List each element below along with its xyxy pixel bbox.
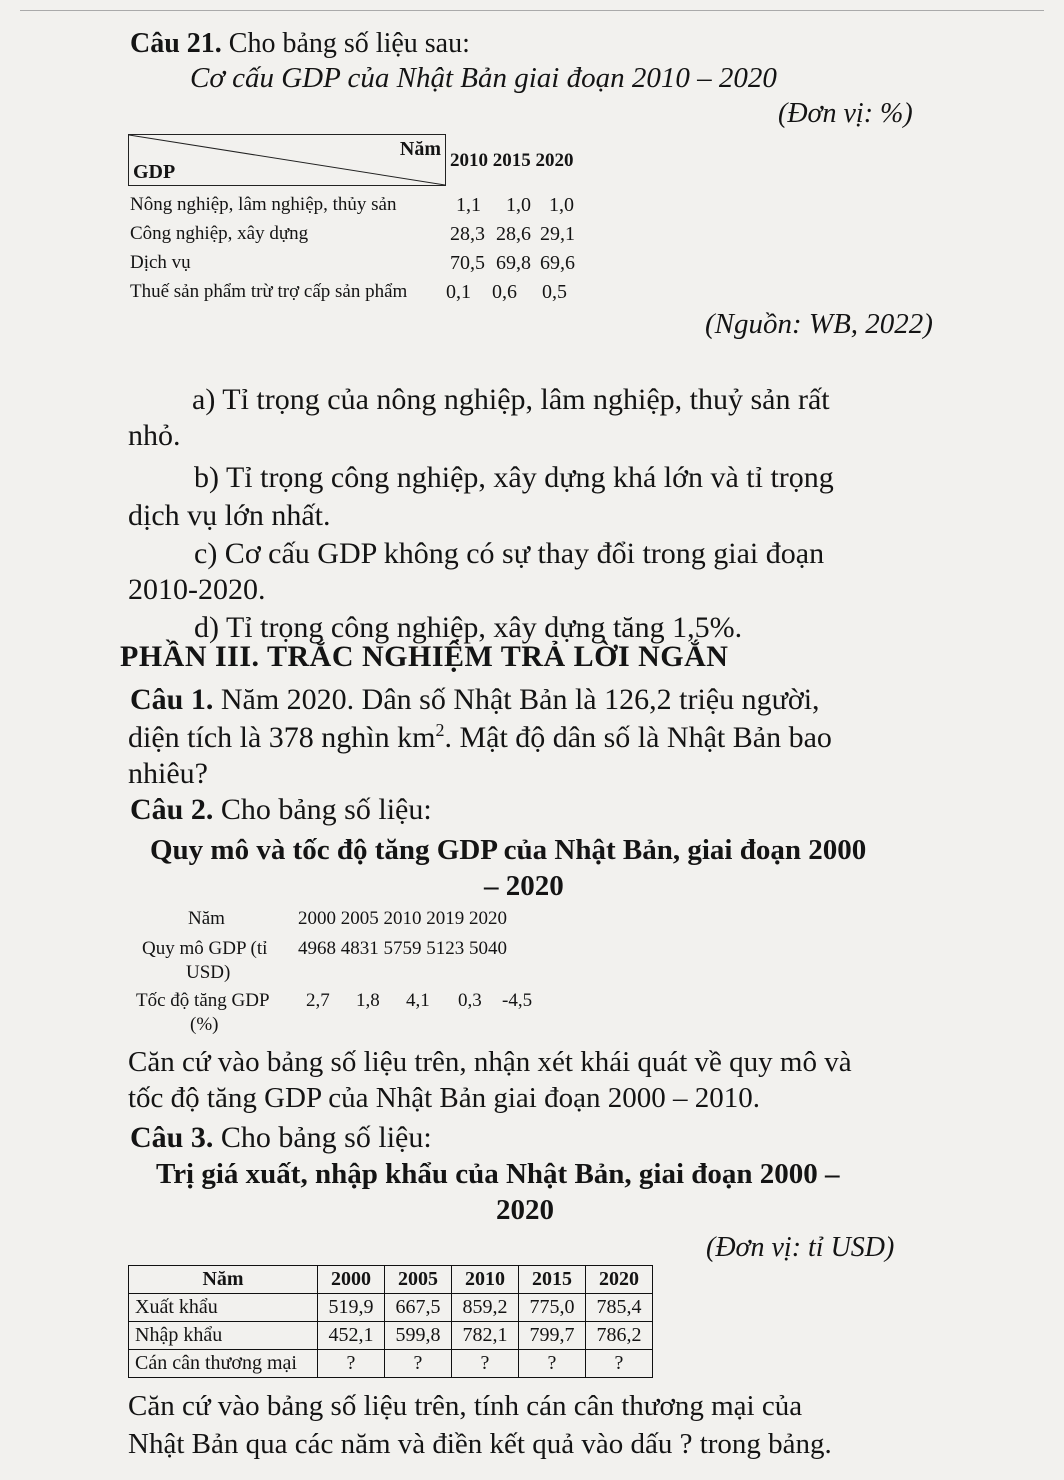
table-row bbox=[129, 1322, 653, 1350]
table-cell: 786,2 bbox=[586, 1322, 653, 1350]
statement-d: d) Tỉ trọng công nghiệp, xây dựng tăng 1,5%. bbox=[194, 611, 743, 644]
answer-blank[interactable]: ? bbox=[452, 1350, 519, 1378]
table-cell: 782,1 bbox=[452, 1322, 519, 1350]
table-cell: 667,5 bbox=[385, 1294, 452, 1322]
row-label: Cán cân thương mại bbox=[129, 1350, 318, 1378]
row2-value: -4,5 bbox=[502, 990, 533, 1011]
row2-value: 2,7 bbox=[306, 990, 330, 1011]
cell-value: 28,3 bbox=[450, 223, 485, 245]
header-cell: 2015 bbox=[519, 1266, 586, 1294]
question-3-label: Câu 3. bbox=[130, 1121, 214, 1154]
trade-table bbox=[128, 1265, 653, 1378]
cell-value: 29,1 bbox=[540, 223, 575, 245]
question-2-table-title-1: Quy mô và tốc độ tăng GDP của Nhật Bản, giai đoạn 2000 bbox=[150, 834, 867, 866]
header-cell: 2020 bbox=[586, 1266, 653, 1294]
table-header-row bbox=[129, 1266, 653, 1294]
row-label: Xuất khẩu bbox=[129, 1294, 318, 1322]
cell-value: 0,6 bbox=[492, 281, 517, 303]
question-3-text: Cho bảng số liệu: bbox=[220, 1121, 432, 1154]
table-cell: 599,8 bbox=[385, 1322, 452, 1350]
superscript: 2 bbox=[435, 720, 445, 740]
answer-blank[interactable]: ? bbox=[318, 1350, 385, 1378]
q21-table-caption: Cơ cấu GDP của Nhật Bản giai đoạn 2010 – 2020 bbox=[190, 62, 777, 94]
question-1-text-b: . Mật độ dân số là Nhật Bản bao bbox=[444, 721, 832, 754]
question-3-prompt-1: Căn cứ vào bảng số liệu trên, tính cán cân thương mại của bbox=[128, 1390, 803, 1422]
statement-a-line2: nhỏ. bbox=[128, 419, 181, 452]
cell-value: 1,0 bbox=[549, 194, 574, 216]
statement-c-line2: 2010-2020. bbox=[128, 573, 266, 606]
table-cell: 859,2 bbox=[452, 1294, 519, 1322]
question-3-table-title-2: 2020 bbox=[496, 1194, 554, 1226]
cell-value: 69,6 bbox=[540, 252, 575, 274]
row1-label-a: Quy mô GDP (tỉ bbox=[142, 938, 268, 959]
question-1-text: Năm 2020. Dân số Nhật Bản là 126,2 triệu người, bbox=[220, 683, 820, 716]
row2-value: 0,3 bbox=[458, 990, 482, 1011]
row1-values: 4968 4831 5759 5123 5040 bbox=[298, 938, 507, 959]
row2-label-b: (%) bbox=[190, 1014, 219, 1035]
table-cell: 775,0 bbox=[519, 1294, 586, 1322]
header-cell: 2005 bbox=[385, 1266, 452, 1294]
table-cell: 519,9 bbox=[318, 1294, 385, 1322]
cell-value: 0,1 bbox=[446, 281, 471, 303]
corner-year-label: Năm bbox=[399, 138, 441, 160]
question-3-line bbox=[130, 1118, 432, 1157]
corner-gdp-label: GDP bbox=[133, 161, 176, 183]
question-2-text: Cho bảng số liệu: bbox=[220, 793, 432, 826]
table-row bbox=[129, 1350, 653, 1378]
q21-unit: (Đơn vị: %) bbox=[778, 98, 913, 129]
cell-value: 28,6 bbox=[496, 223, 531, 245]
statement-b-line1: b) Tỉ trọng công nghiệp, xây dựng khá lớn và tỉ trọng bbox=[194, 461, 834, 494]
cell-value: 1,0 bbox=[506, 194, 531, 216]
statement-a-line1: a) Tỉ trọng của nông nghiệp, lâm nghiệp, thuỷ sản rất bbox=[192, 383, 830, 416]
table-cell: 799,7 bbox=[519, 1322, 586, 1350]
row-label: Nhập khẩu bbox=[129, 1322, 318, 1350]
table-header-year: Năm bbox=[188, 908, 225, 929]
table-row bbox=[129, 1294, 653, 1322]
top-divider bbox=[20, 10, 1044, 11]
table-cell: 452,1 bbox=[318, 1322, 385, 1350]
row2-value: 4,1 bbox=[406, 990, 430, 1011]
question-2-label: Câu 2. bbox=[130, 793, 214, 826]
table-years: 2000 2005 2010 2019 2020 bbox=[298, 908, 507, 929]
table-row-label: Dịch vụ bbox=[130, 252, 191, 273]
statement-b-line2: dịch vụ lớn nhất. bbox=[128, 499, 331, 532]
question-3-table-title-1: Trị giá xuất, nhập khẩu của Nhật Bản, giai đoạn 2000 – bbox=[156, 1158, 840, 1190]
question-1-line1 bbox=[130, 680, 820, 719]
question-3-unit: (Đơn vị: tỉ USD) bbox=[706, 1232, 895, 1263]
table-years: 2010 2015 2020 bbox=[450, 150, 574, 171]
question-2-table-title-2: – 2020 bbox=[484, 870, 564, 902]
cell-value: 69,8 bbox=[496, 252, 531, 274]
answer-blank[interactable]: ? bbox=[586, 1350, 653, 1378]
part-3-heading: PHẦN III. TRẮC NGHIỆM TRẢ LỜI NGẮN bbox=[120, 640, 729, 673]
table-corner-header bbox=[128, 134, 446, 186]
table-cell: 785,4 bbox=[586, 1294, 653, 1322]
question-2-line bbox=[130, 790, 432, 829]
table-row-label: Thuế sản phẩm trừ trợ cấp sản phẩm bbox=[130, 281, 408, 302]
row1-label-b: USD) bbox=[186, 962, 231, 983]
header-cell: Năm bbox=[129, 1266, 318, 1294]
cell-value: 1,1 bbox=[456, 194, 481, 216]
answer-blank[interactable]: ? bbox=[385, 1350, 452, 1378]
question-21-title bbox=[130, 28, 470, 60]
cell-value: 70,5 bbox=[450, 252, 485, 274]
diagonal-line bbox=[129, 135, 445, 185]
q21-source: (Nguồn: WB, 2022) bbox=[705, 308, 933, 340]
question-1-line2 bbox=[128, 718, 832, 757]
statement-c-line1: c) Cơ cấu GDP không có sự thay đổi trong giai đoạn bbox=[194, 537, 825, 570]
question-21-label: Câu 21. bbox=[130, 28, 222, 59]
cell-value: 0,5 bbox=[542, 281, 567, 303]
question-1-text-a: diện tích là 378 nghìn km bbox=[128, 721, 436, 754]
header-cell: 2010 bbox=[452, 1266, 519, 1294]
question-1-label: Câu 1. bbox=[130, 683, 214, 716]
row2-label-a: Tốc độ tăng GDP bbox=[136, 990, 270, 1011]
table-row-label: Nông nghiệp, lâm nghiệp, thủy sản bbox=[130, 194, 397, 215]
question-2-prompt-2: tốc độ tăng GDP của Nhật Bản giai đoạn 2000 – 2010. bbox=[128, 1082, 760, 1114]
question-1-line3: nhiêu? bbox=[128, 757, 208, 790]
row2-value: 1,8 bbox=[356, 990, 380, 1011]
table-row-label: Công nghiệp, xây dựng bbox=[130, 223, 309, 244]
question-21-text: Cho bảng số liệu sau: bbox=[228, 28, 470, 59]
question-2-prompt-1: Căn cứ vào bảng số liệu trên, nhận xét khái quát về quy mô và bbox=[128, 1046, 852, 1078]
question-3-prompt-2: Nhật Bản qua các năm và điền kết quả vào dấu ? trong bảng. bbox=[128, 1428, 832, 1460]
header-cell: 2000 bbox=[318, 1266, 385, 1294]
answer-blank[interactable]: ? bbox=[519, 1350, 586, 1378]
